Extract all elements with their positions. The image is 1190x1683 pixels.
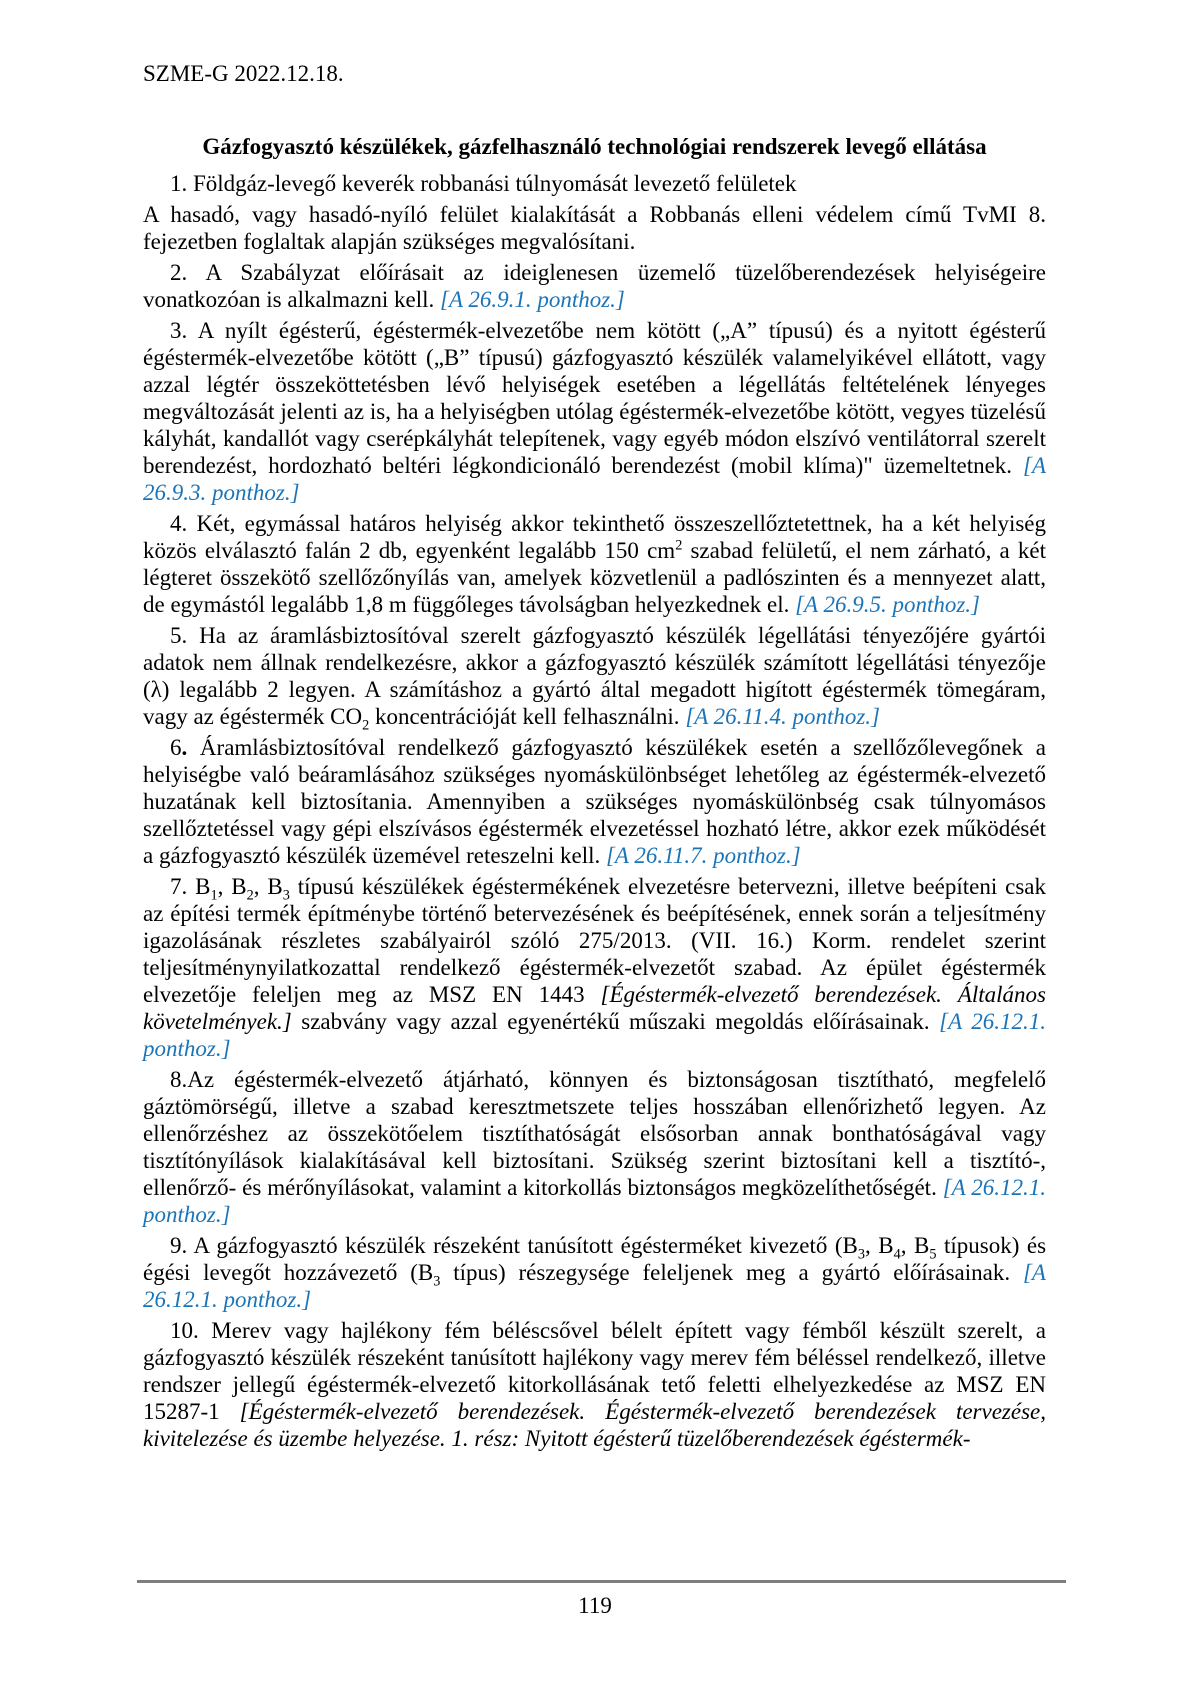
- text-run: 2: [362, 717, 370, 734]
- text-run: szabvány vagy azzal egyenértékű műszaki megoldás előírásainak.: [291, 1009, 940, 1034]
- reference-link[interactable]: [A 26.9.3. ponthoz.]: [143, 453, 1046, 505]
- text-run: koncentrációját kell felhasználni.: [369, 704, 686, 729]
- text-run: típusok) és égési levegőt hozzávezető (B: [143, 1233, 1047, 1285]
- text-run: 3: [433, 1273, 441, 1290]
- text-run: , B: [217, 874, 247, 899]
- text-run: típus) részegysége feleljenek meg a gyártó előírásainak.: [440, 1260, 1023, 1285]
- reference-link[interactable]: [A 26.12.1. ponthoz.]: [143, 1260, 1046, 1312]
- text-run: , B: [900, 1233, 930, 1258]
- section-1-heading: [143, 170, 1046, 197]
- reference-link[interactable]: [A 26.12.1. ponthoz.]: [143, 1009, 1046, 1061]
- paragraph-2: [143, 259, 1046, 313]
- reference-link[interactable]: [A 26.11.7. ponthoz.]: [605, 843, 801, 868]
- document-body: [143, 170, 1046, 1452]
- text-run: 4. Két, egymással határos helyiség akkor tekinthető összeszellőztetettnek, ha a két helyiség közös elválasztó falán 2 db, egyenként legalább 150 cm: [143, 511, 1046, 563]
- text-run: szabad felületű, el nem zárható, a két légteret összekötő szellőzőnyílás van, amelyek közvetlenül a padlószinten és a mennyezet alatt, de egymástól legalább 1,8 m függőleges távolságban helyezkednek el.: [143, 538, 1046, 617]
- footer-divider: [137, 1580, 1066, 1583]
- paragraph-4: [143, 510, 1046, 618]
- reference-link[interactable]: [A 26.11.4. ponthoz.]: [685, 704, 880, 729]
- reference-link[interactable]: [A 26.9.5. ponthoz.]: [795, 592, 980, 617]
- reference-link[interactable]: [A 26.12.1. ponthoz.]: [143, 1175, 1046, 1227]
- text-run: 6: [170, 735, 182, 760]
- paragraph-5: [143, 622, 1046, 734]
- text-run: 2. A Szabályzat előírásait az ideiglenesen üzemelő tüzelőberendezések helyiségeire vonatkozóan is alkalmazni kell.: [143, 260, 1046, 312]
- text-run: Áramlásbiztosítóval rendelkező gázfogyasztó készülékek esetén a szellőzőlevegőnek a helyiségbe való beáramlásához szükséges nyomáskülönbséget lehetőleg az égéstermék-elvezető huzatának kell biztosítania. Amennyiben a szükséges nyomáskülönbség csak túlnyomásos szellőztetéssel vagy gépi elszívásos égéstermék elvezetéssel hozható létre, akkor ezek működését a gázfogyasztó készülék üzemével reteszelni kell.: [143, 735, 1046, 868]
- text-run: 1: [210, 887, 218, 904]
- text-run: 5: [929, 1246, 937, 1263]
- page-number: 119: [578, 1593, 612, 1618]
- paragraph-9: [143, 1232, 1046, 1313]
- paragraph-7: [143, 873, 1046, 1062]
- text-run: , B: [253, 874, 283, 899]
- page-title: Gázfogyasztó készülékek, gázfelhasználó technológiai rendszerek levegő ellátása: [202, 134, 987, 159]
- text-run: 3: [857, 1246, 865, 1263]
- text-run: 2: [246, 887, 254, 904]
- document-header-code: SZME-G 2022.12.18.: [143, 61, 344, 86]
- text-run: 10. Merev vagy hajlékony fém béléscsővel bélelt épített vagy fémből készült szerelt, a gázfogyasztó készülék részeként tanúsított hajlékony vagy merev fém béléssel rendelkező, illetve rendszer jellegű égéstermék-elvezető kitorkollásának tető feletti elhelyezkedése az MSZ EN 15287-1: [143, 1318, 1046, 1424]
- text-run: 1. Földgáz-levegő keverék robbanási túlnyomását levezető felületek: [170, 171, 797, 196]
- text-run: 2: [675, 537, 683, 554]
- paragraph-8: [143, 1066, 1046, 1228]
- text-run: 3: [282, 887, 290, 904]
- text-run: , B: [864, 1233, 894, 1258]
- text-run: .: [181, 735, 188, 760]
- text-run: [Égéstermék-elvezető berendezések. Égéstermék-elvezető berendezések tervezése, kivitelezése és üzembe helyezése. 1. rész: Nyitott égésterű tüzelőberendezések égéstermék-: [143, 1399, 1046, 1451]
- text-run: 7. B: [170, 874, 211, 899]
- text-run: 4: [893, 1246, 901, 1263]
- paragraph-10: [143, 1317, 1046, 1452]
- text-run: 3. A nyílt égésterű, égéstermék-elvezetőbe nem kötött („A” típusú) és a nyitott égésterű égéstermék-elvezetőbe kötött („B” típusú) gázfogyasztó készülék valamelyikével ellátott, vagy azzal légtér összeköttetésben lévő helyiségek esetében a légellátás feltételének lényeges megváltozását jelenti az is, ha a helyiségben utólag égéstermék-elvezetőbe kötött, vegyes tüzelésű kályhát, kandallót vagy cserépkályhát telepítenek, vagy egyéb módon elszívó ventilátorral szerelt berendezést, hordozható beltéri légkondicionáló berendezést (mobil klíma)" üzemeltetnek.: [143, 318, 1046, 478]
- paragraph-3: [143, 317, 1046, 506]
- paragraph-6: [143, 734, 1046, 869]
- paragraph-1-body: [143, 201, 1046, 255]
- text-run: típusú készülékek égéstermékének elvezetésre betervezni, illetve beépíteni csak az építési termék építménybe történő betervezésének és beépítésének, ennek során a teljesítmény igazolásának részletes szabályairól szóló 275/2013. (VII. 16.) Korm. rendelet szerint teljesítménynyilatkozattal rendelkező égéstermék-elvezetőt szabad. Az épület égéstermék elvezetője feleljen meg az MSZ EN 1443: [143, 874, 1046, 1007]
- text-run: A hasadó, vagy hasadó-nyíló felület kialakítását a Robbanás elleni védelem című TvMI 8. fejezetben foglaltak alapján szükséges megvalósítani.: [143, 202, 1046, 254]
- text-run: 8.Az égéstermék-elvezető átjárható, könnyen és biztonságosan tisztítható, megfelelő gáztömörségű, illetve a szabad keresztmetszete teljes hosszában ellenőrizhető legyen. Az ellenőrzéshez az összekötőelem tisztíthatóságát elsősorban annak bonthatóságával vagy tisztítónyílások kialakításával kell biztosítani. Szükség szerint biztosítani kell a tisztító-, ellenőrző- és mérőnyílásokat, valamint a kitorkollás biztonságos megközelíthetőségét.: [143, 1067, 1046, 1200]
- text-run: 9. A gázfogyasztó készülék részeként tanúsított égésterméket kivezető (B: [170, 1233, 858, 1258]
- reference-link[interactable]: [A 26.9.1. ponthoz.]: [440, 287, 625, 312]
- text-run: 5. Ha az áramlásbiztosítóval szerelt gázfogyasztó készülék légellátási tényezőjére gyártói adatok nem állnak rendelkezésre, akkor a gázfogyasztó készülék számított légellátási tényezője (λ) legalább 2 legyen. A számításhoz a gyártó által megadott higított égéstermék tömegáram, vagy az égéstermék CO: [143, 623, 1046, 729]
- text-run: [Égéstermék-elvezető berendezések. Általános követelmények.]: [143, 982, 1046, 1034]
